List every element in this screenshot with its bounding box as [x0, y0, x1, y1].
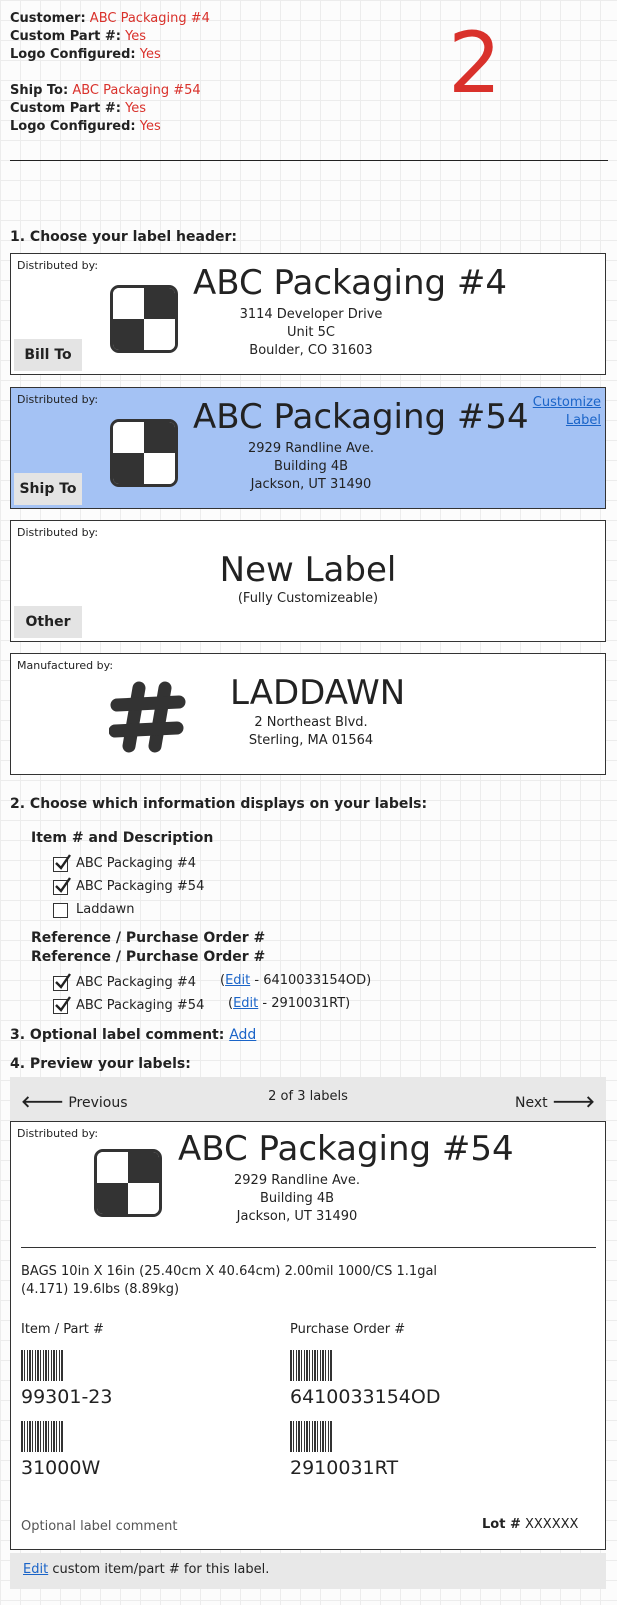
reference-option-label[interactable]: ABC Packaging #54: [76, 998, 205, 1013]
reference-value: - 2910031RT): [258, 996, 351, 1011]
ship-to-label: Ship To:: [10, 83, 69, 98]
card-address: [211, 440, 411, 494]
card-small-label: Distributed by:: [17, 393, 99, 406]
hash-logo-icon: [109, 678, 187, 756]
reference-value-abc54: [228, 995, 350, 1013]
customize-label-link[interactable]: [533, 394, 601, 430]
barcode-icon: [21, 1350, 63, 1381]
preview-pager: [10, 1077, 606, 1121]
custom-part-value: Yes: [125, 29, 147, 44]
edit-reference-link[interactable]: Edit: [233, 996, 259, 1011]
lot-number: [482, 1517, 578, 1532]
item-checkbox-laddawn[interactable]: [53, 903, 68, 918]
customize-link-line[interactable]: Label: [565, 413, 601, 428]
preview-small-label: Distributed by:: [17, 1127, 99, 1140]
ship-logo-configured-value: Yes: [139, 119, 161, 134]
item-option-label[interactable]: ABC Packaging #4: [76, 856, 197, 871]
card-company-name: ABC Packaging #4: [193, 263, 508, 303]
item-checkbox-abc4[interactable]: [53, 857, 68, 872]
paren-open: (: [228, 996, 234, 1011]
optional-comment: Optional label comment: [21, 1519, 178, 1534]
address-line: Unit 5C: [287, 325, 335, 340]
customer-line: [10, 10, 210, 28]
address-line: 2929 Randline Ave.: [234, 1173, 360, 1188]
reference-value-abc4: [220, 972, 371, 990]
card-new-label-title: New Label: [219, 550, 397, 590]
ship-logo-configured-line: [10, 118, 161, 136]
label-card-manufacturer[interactable]: [10, 653, 606, 775]
address-line: 2 Northeast Blvd.: [254, 715, 368, 730]
ship-to-line: [10, 82, 201, 100]
ship-to-value: ABC Packaging #54: [72, 83, 201, 98]
reference-po-heading: Reference / Purchase Order #: [31, 949, 266, 965]
item-checkbox-abc54[interactable]: [53, 880, 68, 895]
logo-configured-value: Yes: [139, 47, 161, 62]
card-small-label: Manufactured by:: [17, 659, 114, 672]
reference-checkbox-abc54[interactable]: [53, 999, 68, 1014]
item-code: 99301-23: [21, 1386, 113, 1408]
description-line: (4.171) 19.6lbs (8.89kg): [21, 1282, 180, 1297]
arrow-right-icon: 🡒: [552, 1092, 595, 1111]
barcode-icon: [290, 1421, 332, 1452]
card-company-name: LADDAWN: [230, 673, 406, 713]
next-button[interactable]: [515, 1091, 595, 1111]
card-address: [211, 306, 411, 360]
ship-to-tag[interactable]: Ship To: [14, 473, 82, 505]
address-line: Building 4B: [273, 459, 349, 474]
purchase-order-heading: Purchase Order #: [290, 1322, 406, 1337]
logo-configured-label: Logo Configured:: [10, 47, 136, 62]
barcode-icon: [290, 1350, 332, 1381]
reference-checkbox-abc4[interactable]: [53, 976, 68, 991]
item-option-label[interactable]: Laddawn: [76, 902, 135, 917]
label-counter: 2 of 3 labels: [268, 1089, 348, 1104]
lot-label: Lot #: [482, 1517, 521, 1532]
po-code: 6410033154OD: [290, 1386, 441, 1408]
address-line: 3114 Developer Drive: [239, 307, 383, 322]
ship-custom-part-line: [10, 100, 146, 118]
customer-value: ABC Packaging #4: [89, 11, 210, 26]
footer-text: [23, 1562, 269, 1577]
checker-logo-icon: [94, 1149, 162, 1217]
ship-custom-part-label: Custom Part #:: [10, 101, 121, 116]
address-line: Boulder, CO 31603: [249, 343, 373, 358]
address-line: Building 4B: [259, 1191, 335, 1206]
section-3-title: [10, 1026, 256, 1044]
add-comment-link[interactable]: Add: [229, 1027, 257, 1043]
card-subtitle: (Fully Customizeable): [237, 591, 379, 606]
checker-logo-icon: [110, 419, 178, 487]
paren-open: (: [220, 973, 226, 988]
reference-po-heading: Reference / Purchase Order #: [31, 930, 266, 946]
step-number: 2: [448, 14, 502, 112]
item-part-heading: Item / Part #: [21, 1322, 104, 1337]
address-line: Jackson, UT 31490: [250, 477, 372, 492]
po-code: 2910031RT: [290, 1457, 399, 1479]
section-2-title: 2. Choose which information displays on your labels:: [10, 796, 428, 812]
customize-link-line[interactable]: Customize: [532, 395, 601, 410]
address-line: Jackson, UT 31490: [236, 1209, 358, 1224]
section-3-label: 3. Optional label comment:: [10, 1027, 225, 1043]
edit-part-link[interactable]: Edit: [23, 1562, 49, 1577]
custom-part-label: Custom Part #:: [10, 29, 121, 44]
label-card-other[interactable]: [10, 520, 606, 642]
preview-footer: [10, 1553, 606, 1589]
section-4-title: 4. Preview your labels:: [10, 1056, 191, 1072]
ship-logo-configured-label: Logo Configured:: [10, 119, 136, 134]
address-line: Sterling, MA 01564: [248, 733, 374, 748]
edit-reference-link[interactable]: Edit: [225, 973, 251, 988]
ship-custom-part-value: Yes: [125, 101, 147, 116]
label-preview: [10, 1121, 606, 1550]
reference-option-label[interactable]: ABC Packaging #4: [76, 975, 197, 990]
lot-value: XXXXXX: [525, 1517, 579, 1532]
next-label: Next: [515, 1095, 548, 1111]
label-card-ship-to[interactable]: [10, 387, 606, 509]
preview-divider: [21, 1247, 596, 1248]
divider: [10, 160, 608, 161]
item-description-heading: Item # and Description: [31, 830, 214, 846]
address-line: 2929 Randline Ave.: [248, 441, 374, 456]
item-option-label[interactable]: ABC Packaging #54: [76, 879, 205, 894]
reference-value: - 6410033154OD): [250, 973, 372, 988]
card-address: [211, 714, 411, 750]
description-line: BAGS 10in X 16in (25.40cm X 40.64cm) 2.00mil 1000/CS 1.1gal: [21, 1264, 438, 1279]
bill-to-tag[interactable]: Bill To: [14, 339, 82, 371]
logo-configured-line: [10, 46, 161, 64]
preview-company-name: ABC Packaging #54: [178, 1129, 514, 1169]
custom-part-line: [10, 28, 146, 46]
item-code: 31000W: [21, 1457, 101, 1479]
preview-description: [21, 1263, 437, 1299]
label-card-bill-to[interactable]: [10, 253, 606, 375]
card-company-name: ABC Packaging #54: [193, 397, 529, 437]
preview-address: [197, 1172, 397, 1226]
barcode-icon: [21, 1421, 63, 1452]
footer-description: custom item/part # for this label.: [48, 1562, 270, 1577]
card-small-label: Distributed by:: [17, 526, 99, 539]
card-small-label: Distributed by:: [17, 259, 99, 272]
previous-label: Previous: [68, 1095, 128, 1111]
arrow-left-icon: 🡐: [21, 1092, 64, 1111]
checker-logo-icon: [110, 285, 178, 353]
other-tag[interactable]: Other: [14, 606, 82, 638]
customer-label: Customer:: [10, 11, 86, 26]
section-1-title: 1. Choose your label header:: [10, 229, 237, 245]
